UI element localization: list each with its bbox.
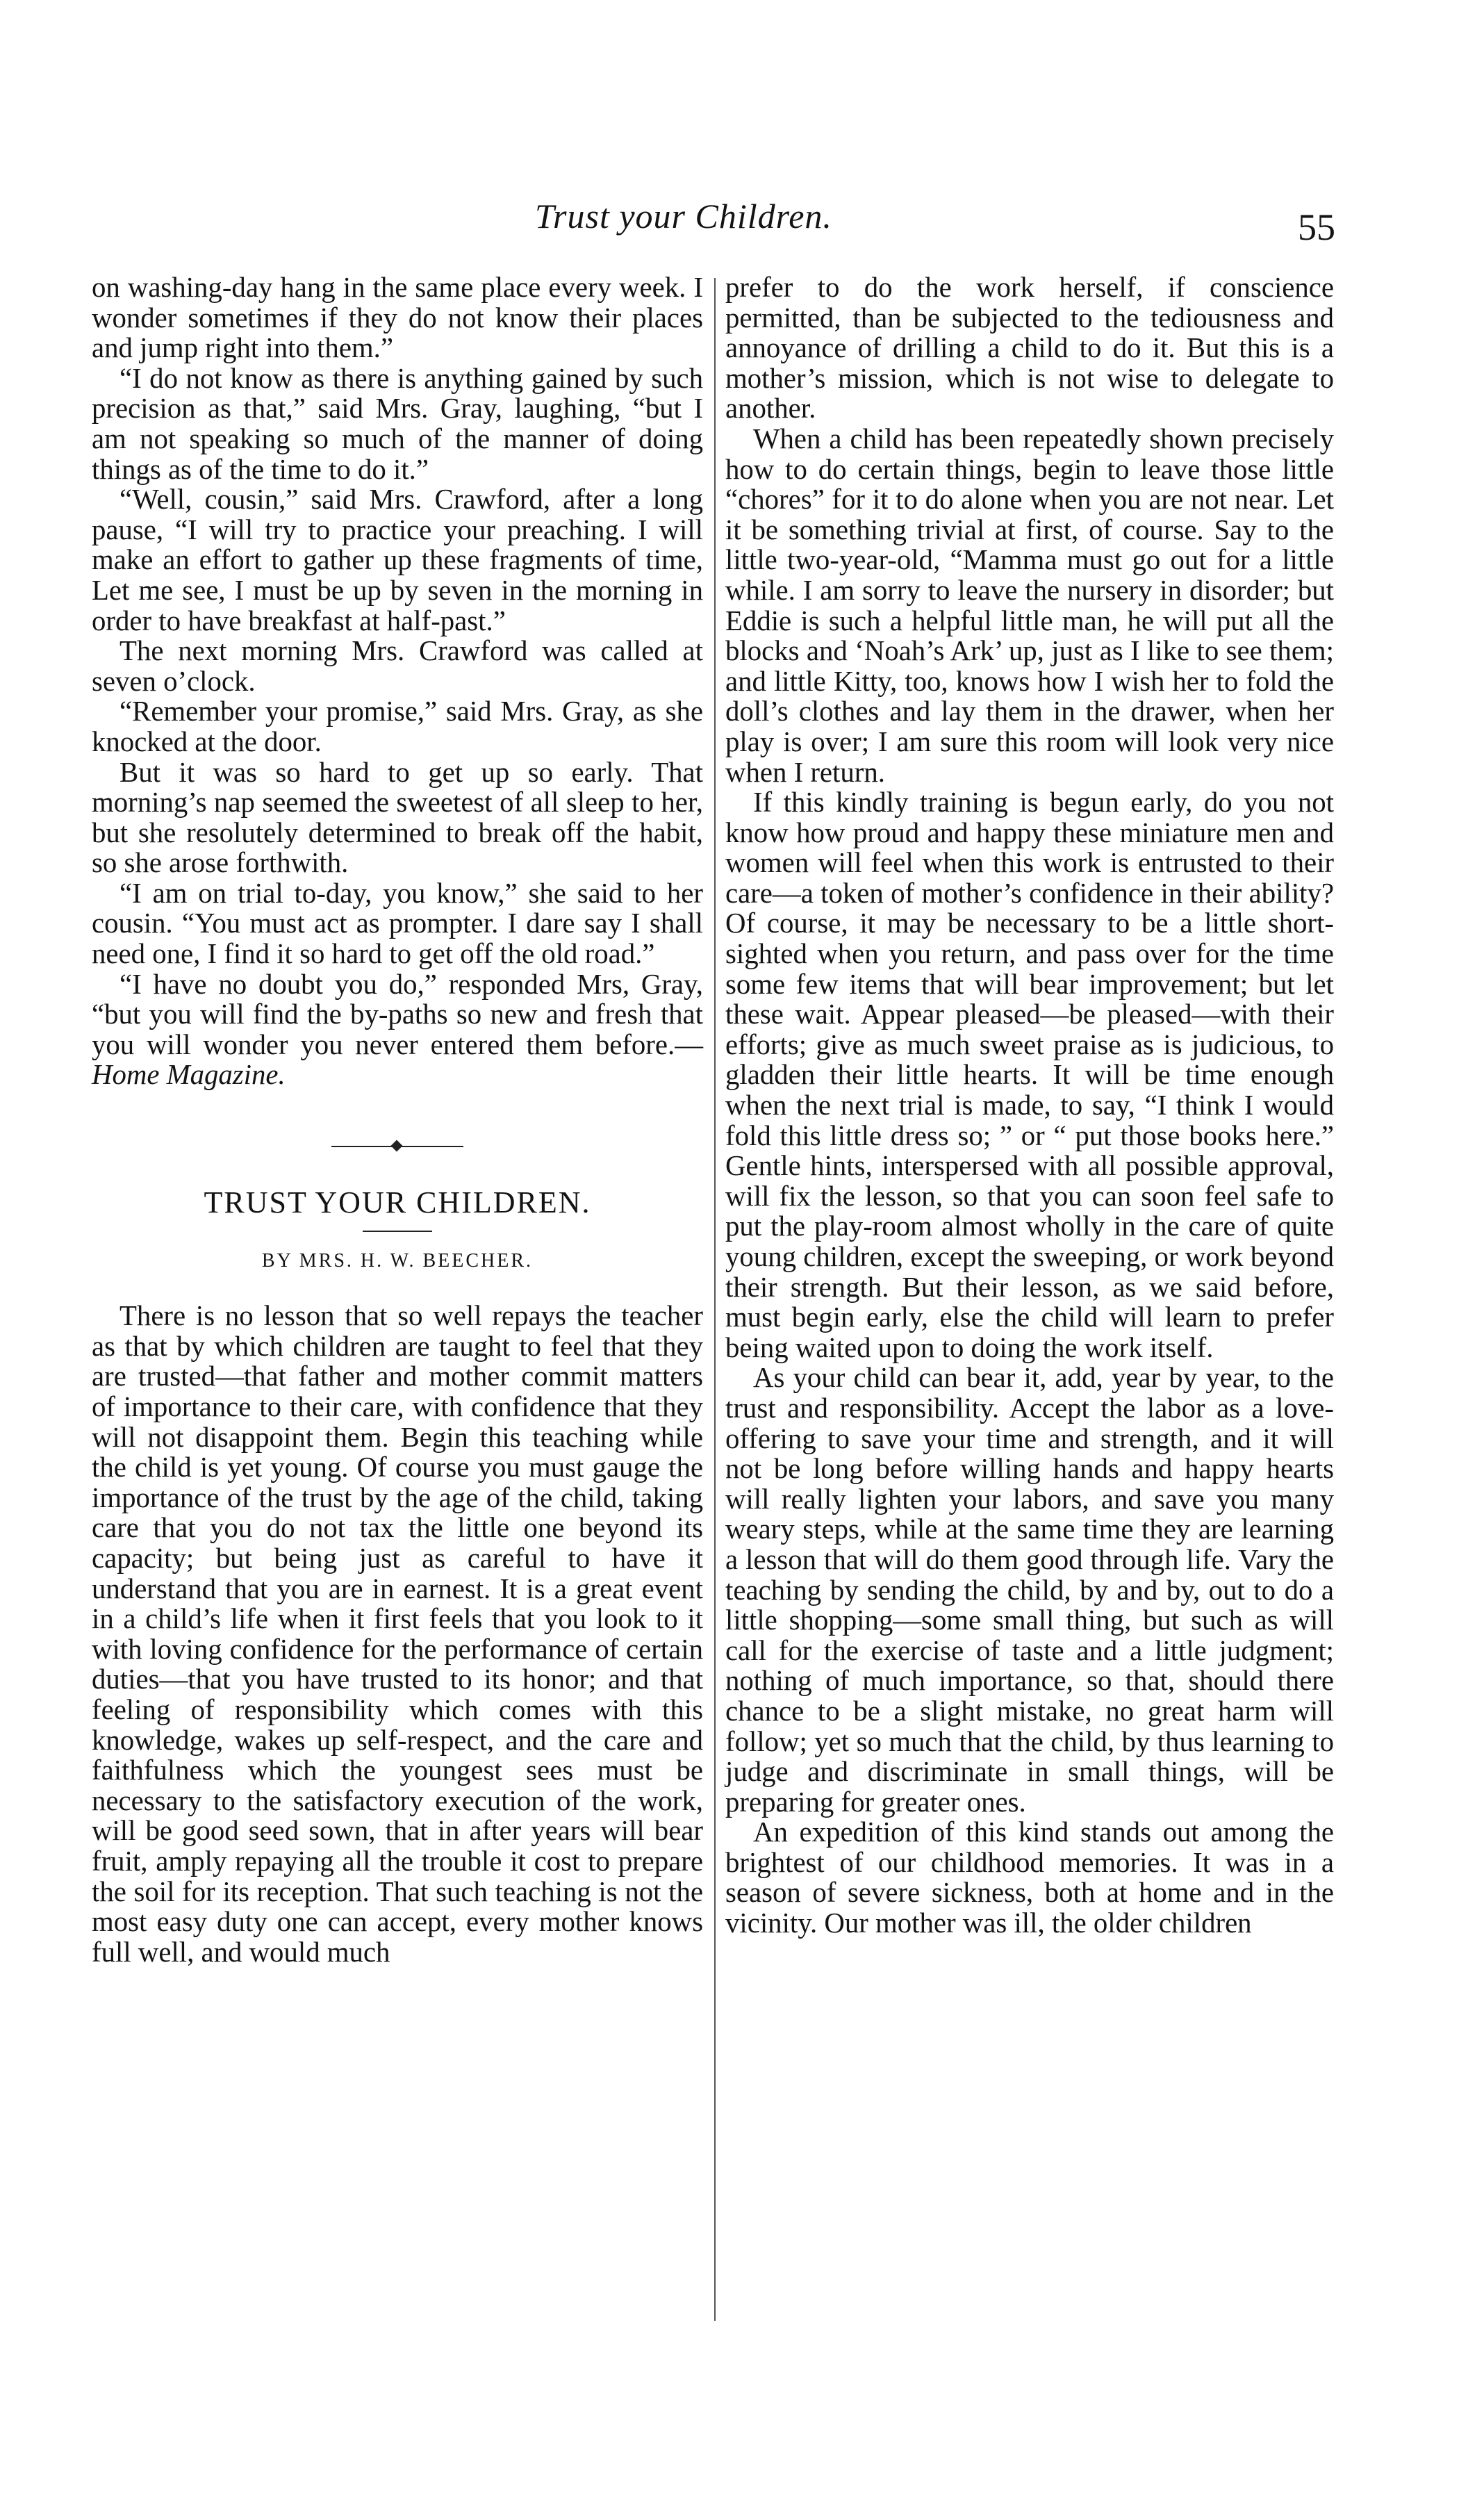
page-number: 55	[1298, 206, 1335, 248]
paragraph: “Well, cousin,” said Mrs. Crawford, after a long pause, “I will try to practice your preaching. I will make an effort to gather up these fragments of time, Let me see, I must be up by seven in the morning in order to have breakfast at half-past.”	[92, 484, 703, 636]
paragraph: But it was so hard to get up so early. That morning’s nap seemed the sweetest of all sleep to her, but she resolutely determined to break off the habit, so she arose forthwith.	[92, 756, 703, 879]
paragraph: An expedition of this kind stands out among the brightest of our childhood memories. It was in a season of severe sickness, both at home and in the vicinity. Our mother was ill, the older children	[725, 1816, 1334, 1939]
right-column	[725, 272, 1334, 1939]
column-rule	[714, 278, 716, 2321]
left-column	[92, 272, 703, 1967]
paragraph: on washing-day hang in the same place every week. I wonder sometimes if they do not know their places and jump right into them.”	[92, 272, 703, 364]
paragraph: If this kindly training is begun early, do you not know how proud and happy these miniature men and women will feel when this work is entrusted to their care—a token of mother’s confidence in their ability? Of course, it may be necessary to be a little short-sighted when you return, and pass over for the time some few items that will bear improvement; but let these wait. Appear pleased—be pleased—with their efforts; give as much sweet praise as is judicious, to gladden their little hearts. It will be time enough when the next trial is made, to say, “I think I would fold this little dress so; ” or “ put those books here.” Gentle hints, interspersed with all possible approval, will fix the lesson, so that you can soon feel safe to put the play-room almost wholly in the care of quite young children, except the sweeping, or work beyond their strength. But their lesson, as we said before, must begin early, else the child will learn to prefer being waited upon to doing the work itself.	[725, 787, 1334, 1363]
paragraph: As your child can bear it, add, year by year, to the trust and responsibility. Accept the labor as a love-offering to save your time and strength, and it will not be long before willing hands and happy hearts will really lighten your labors, and save you many weary steps, while at the same time they are learning a lesson that will do them good through life. Vary the teaching by sending the child, by and by, out to do a little shopping—some small thing, but such as will call for the exercise of taste and a little judgment; nothing of much importance, so that, should there chance to be a slight mistake, no great harm will follow; yet so much that the child, by thus learning to judge and discriminate in small things, will be preparing for greater ones.	[725, 1362, 1334, 1818]
paragraph: When a child has been repeatedly shown precisely how to do certain things, begin to leave those little “chores” for it to do alone when you are not near. Let it be something trivial at first, of course. Say to the little two-year-old, “Mamma must go out for a little while. I am sorry to leave the nursery in disorder; but Eddie is such a helpful little man, he will put all the blocks and ‘Noah’s Ark’ up, just as I like to see them; and little Kitty, too, knows how I wish her to fold the doll’s clothes and lay them in the drawer, when her play is over; I am sure this room will look very nice when I return.	[725, 422, 1334, 788]
article-title: TRUST YOUR CHILDREN.	[204, 1185, 591, 1220]
running-head: Trust your Children.	[535, 197, 832, 236]
paragraph: There is no lesson that so well repays the teacher as that by which children are taught to feel that they are trusted—that father and mother commit matters of importance to their care, with confidence that they will not disappoint them. Begin this teaching while the child is yet young. Of course you must gauge the importance of the trust by the age of the child, taking care that you do not tax the little one beyond its capacity; but being just as careful to have it understand that you are in earnest. It is a great event in a child’s life when it first feels that you look to it with loving confidence for the performance of certain duties—that you have trusted to its honor; and that feeling of responsibility which comes with this knowledge, wakes up self-respect, and the care and faithfulness which the youngest sees must be necessary to the satisfactory execution of the work, will be good seed sown, that in after years will bear fruit, amply repaying all the trouble it cost to prepare the soil for its reception. That such teaching is not the most easy duty one can accept, every mother knows full well, and would much	[92, 1300, 703, 1968]
closing-text: “I have no doubt you do,” responded Mrs, Gray, “but you will find the by-paths so new and fresh that you will wonder you never entered them before.—	[92, 968, 703, 1060]
title-rule	[363, 1231, 432, 1232]
paragraph: The next morning Mrs. Crawford was called at seven o’clock.	[92, 635, 703, 697]
source-attribution: Home Magazine.	[92, 1059, 286, 1091]
byline: BY MRS. H. W. BEECHER.	[261, 1249, 534, 1272]
paragraph: “I do not know as there is anything gained by such precision as that,” said Mrs. Gray, laughing, “but I am not speaking so much of the manner of doing things as of the time to do it.”	[92, 362, 703, 485]
closing-paragraph	[92, 969, 703, 1090]
section-divider	[331, 1146, 463, 1147]
paragraph: “I am on trial to-day, you know,” she said to her cousin. “You must act as prompter. I dare say I shall need one, I find it so hard to get off the old road.”	[92, 877, 703, 970]
paragraph: prefer to do the work herself, if conscience permitted, than be subjected to the tediousness and annoyance of drilling a child to do it. But this is a mother’s mission, which is not wise to delegate to another.	[725, 272, 1334, 425]
paragraph: “Remember your promise,” said Mrs. Gray, as she knocked at the door.	[92, 696, 703, 757]
